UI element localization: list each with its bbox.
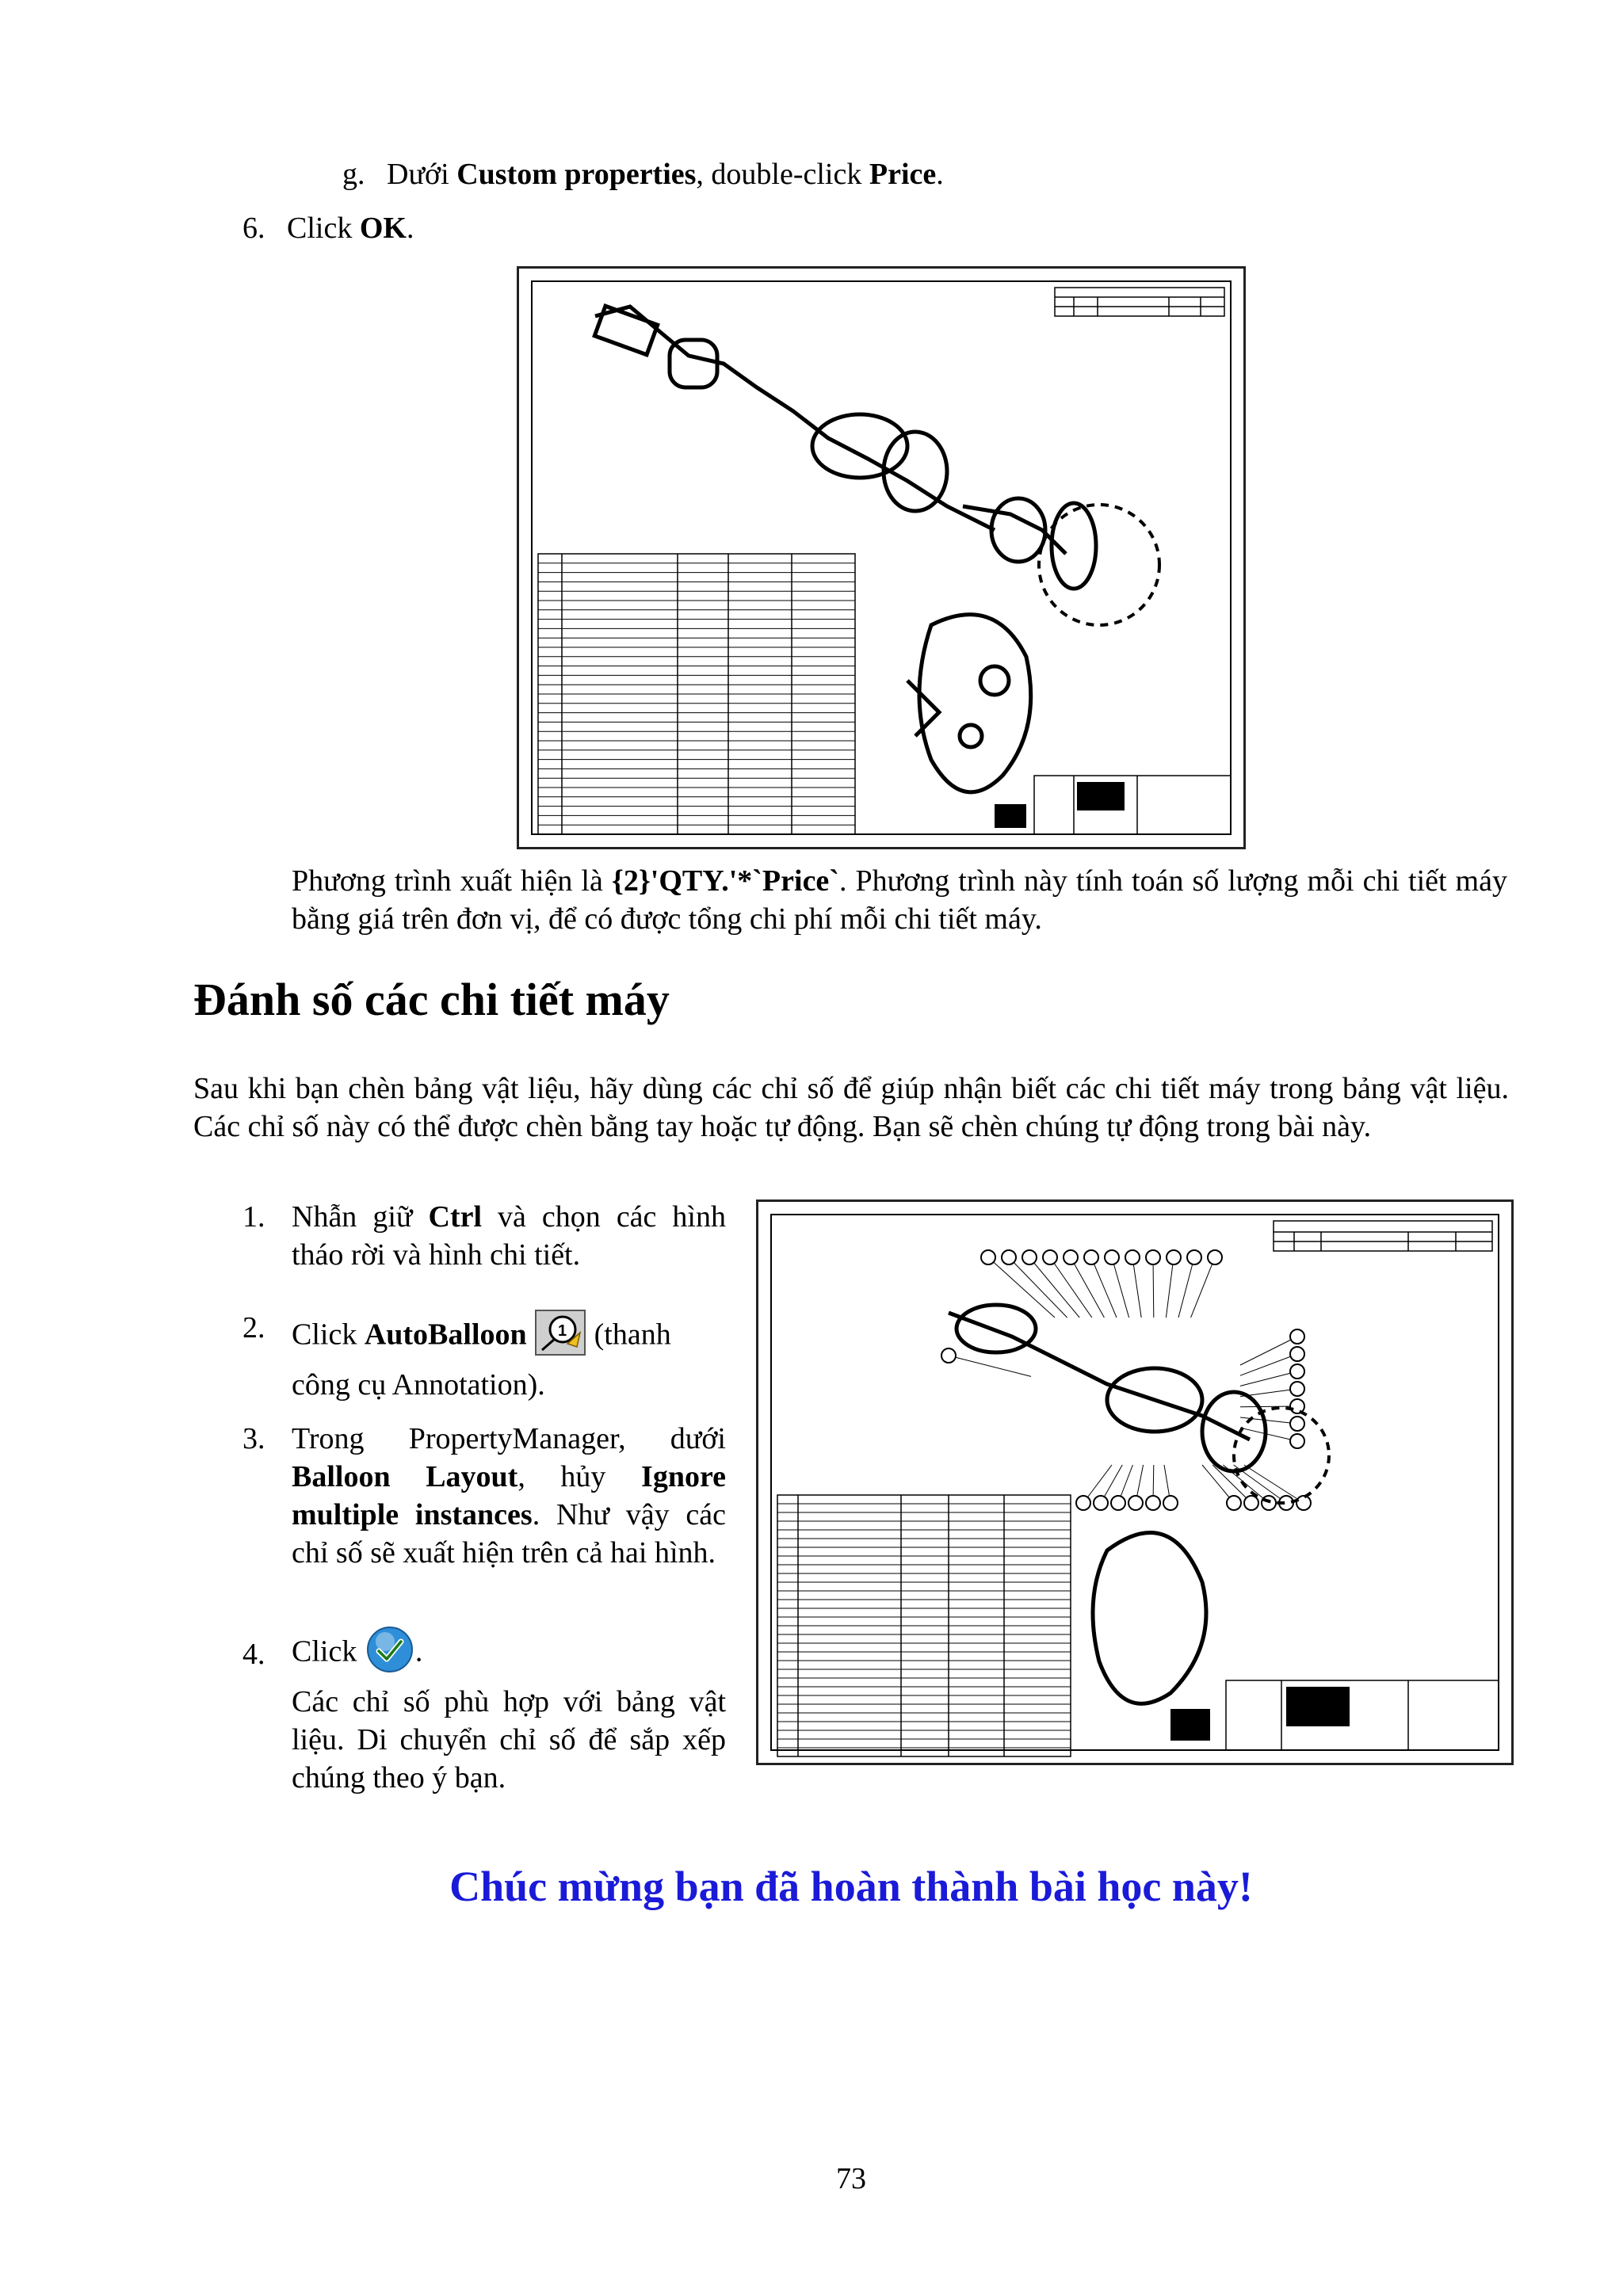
drawing-sheet-1 (519, 269, 1243, 847)
congratulations-message: Chúc mừng bạn đã hoàn thành bài học này! (449, 1863, 1253, 1910)
ok-checkmark-icon (365, 1624, 415, 1684)
step-4-number: 4. (242, 1638, 265, 1671)
intro-paragraph: Sau khi bạn chèn bảng vật liệu, hãy dùng các chỉ số để giúp nhận biết các chi tiết máy trong bảng vật liệu. Các chỉ số này có thể được chèn bằng tay hoặc tự động. Bạn sẽ chèn chúng tự động trong bài này. (193, 1072, 1509, 1143)
step-3-number: 3. (242, 1422, 265, 1455)
equation-paragraph: Phương trình xuất hiện là {2}'QTY.'*`Price`. Phương trình này tính toán số lượng mỗi chi tiết máy bằng giá trên đơn vị, để có được tổng chi phí mỗi chi tiết máy. (292, 864, 1507, 936)
drawing-sheet-2 (758, 1202, 1511, 1763)
step-1-text: Nhẫn giữ Ctrl và chọn các hình tháo rời và hình chi tiết. (292, 1200, 726, 1272)
step-2-number: 2. (242, 1311, 265, 1344)
step-4-text: Click . (292, 1624, 726, 1684)
svg-text:1: 1 (558, 1322, 567, 1340)
drawing-with-balloons (756, 1199, 1514, 1765)
step-3-text: Trong PropertyManager, dưới Balloon Layout, hủy Ignore multiple instances. Như vậy các chỉ số sẽ xuất hiện trên cả hai hình. (292, 1422, 726, 1569)
section-title: Đánh số các chi tiết máy (193, 974, 670, 1025)
step-2-text: Click AutoBalloon 1 (thanh công cụ Annotation). (292, 1309, 726, 1404)
autoballoon-icon (534, 1309, 586, 1366)
step-1-number: 1. (242, 1200, 265, 1234)
step-6: 6. Click OK. (242, 212, 414, 245)
page-number: 73 (836, 2162, 866, 2195)
step-g: g. Dưới Custom properties, double-click Price. (342, 158, 944, 191)
step-4-note: Các chỉ số phù hợp với bảng vật liệu. Di chuyển chỉ số để sắp xếp chúng theo ý bạn. (292, 1685, 726, 1794)
drawing-bom-exploded-view (517, 266, 1246, 849)
